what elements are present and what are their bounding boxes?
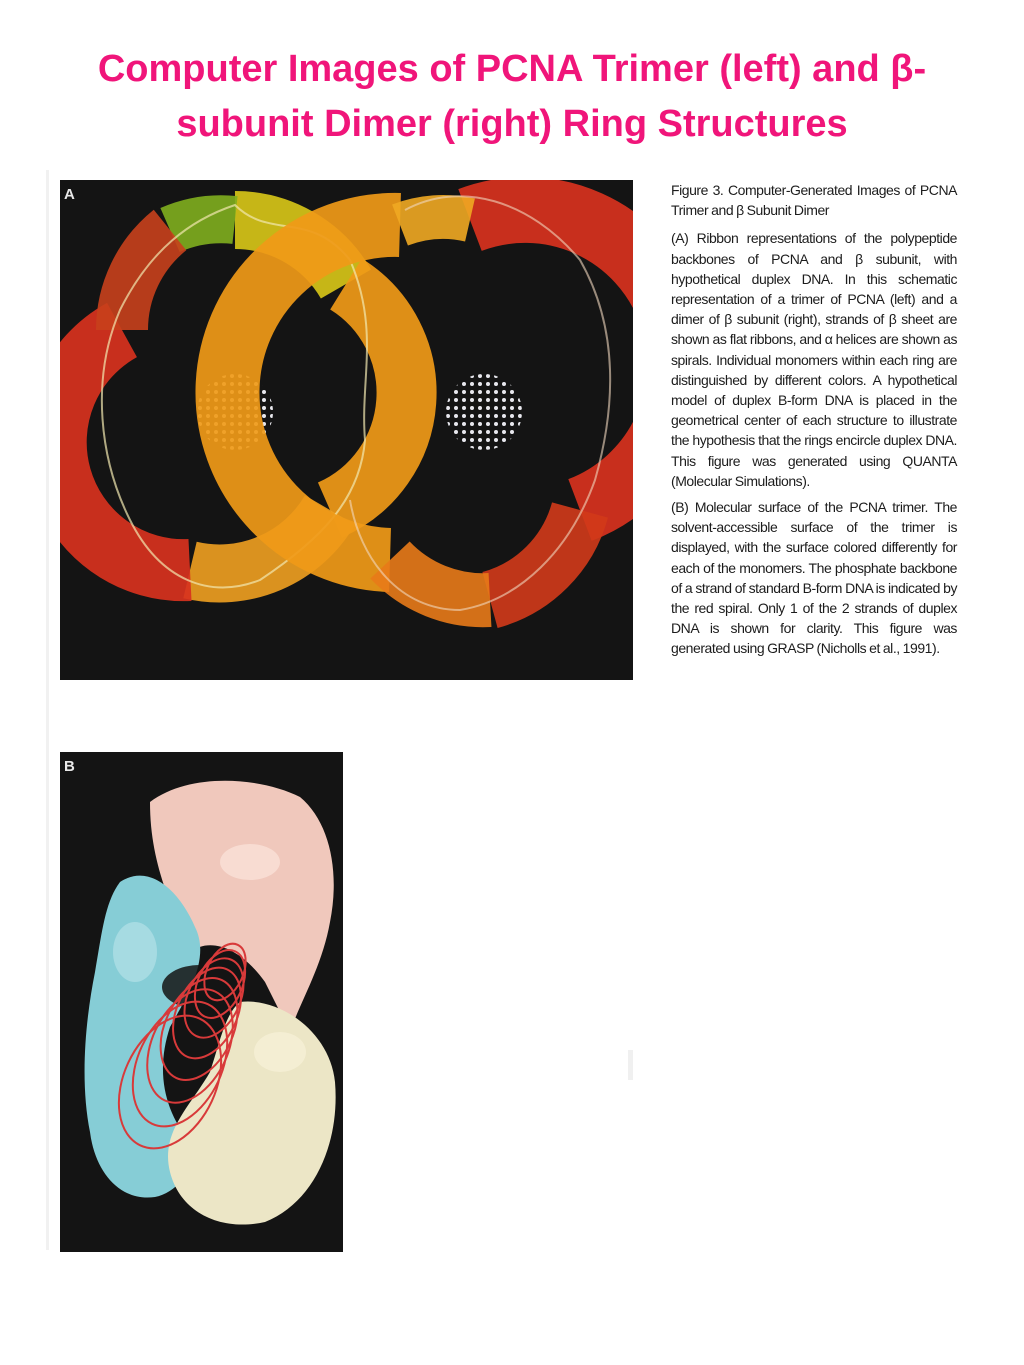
figure-caption [671,180,957,665]
slide-title-line-2: subunit Dimer (right) Ring Structures [176,103,848,145]
panel-a-ribbon-image [60,180,633,680]
caption-panel-a: (A) Ribbon representations of the polypeptide backbones of PCNA and β subunit, with hypothetical duplex DNA. In this schematic representation of a trimer of PCNA (left) and a dimer of β subunit (right), strands of β sheet are shown as flat ribbons, and α helices are shown as spirals. Individual monomers within each ring are distinguished by different colors. A hypothetical model of duplex B-form DNA is placed in the geometrical center of each structure to illustrate the hypothesis that the rings encircle duplex DNA. This figure was generated using QUANTA (Molecular Simulations). [671,230,957,489]
panel-b-surface-image [60,752,343,1252]
scan-artifact [628,1050,633,1080]
dna-model-right [446,374,522,450]
caption-title: Figure 3. Computer-Generated Images of PCNA Trimer and β Subunit Dimer [671,182,957,219]
panel-b-label: B [64,758,75,775]
slide-title-line-1: Computer Images of PCNA Trimer (left) and β- [97,48,927,90]
caption-panel-b: (B) Molecular surface of the PCNA trimer. The solvent-accessible surface of the trimer is displayed, with the surface colored differently for each of the monomers. The phosphate backbone of a strand of standard B-form DNA is indicated by the red spiral. Only 1 of the 2 strands of duplex DNA is shown for clarity. This figure was generated using GRASP (Nicholls et al., 1991). [671,499,957,657]
ribbon-rings-illustration [60,180,633,680]
slide-title [0,42,1024,152]
scan-border [46,170,49,1250]
pcna-surface [85,781,336,1225]
panel-a-label: A [64,186,75,203]
molecular-surface-illustration [60,752,343,1252]
